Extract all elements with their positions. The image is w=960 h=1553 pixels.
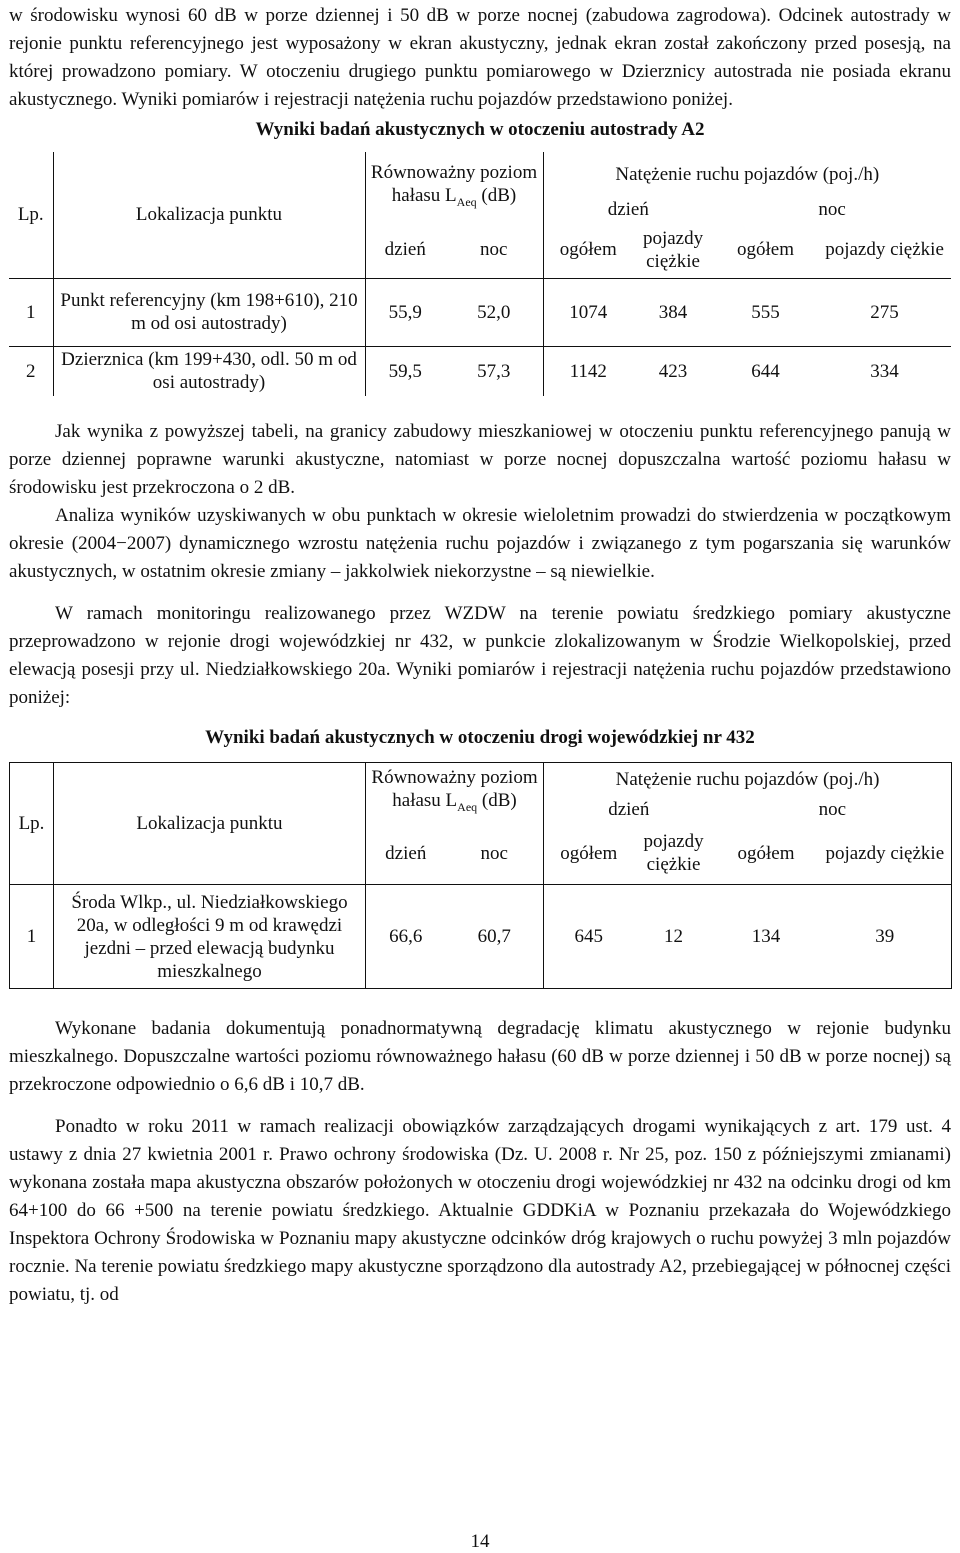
table2-row1-lp: 1 (10, 885, 54, 989)
table2-row1-night-heavy: 39 (819, 885, 952, 989)
paragraph-acoustic-map: Ponadto w roku 2011 w ramach realizacji obowiązków zarządzających drogami wynikających z art. 179 ust. 4 ustawy z dnia 27 kwietnia 2001 r. Prawo ochrony środowiska (Dz. U. 2008 r. Nr 25, poz. 150 z późniejszymi zmianami) wykonana została mapa akustyczna obszarów położonych w otoczeniu drogi wojewódzkiej nr 432 na odcinku drogi od km 64+100 do 66 +500 na terenie powiatu średzkiego. Aktualnie GDDKiA w Poznaniu przekazała do Wojewódzkiego Inspektora Ochrony Środowiska w Poznaniu mapy akustyczne odcinków dróg krajowych o ruchu powyżej 3 mln pojazdów rocznie. Na terenie powiatu średzkiego mapy akustyczne sporządzono dla autostrady A2, przebiegającej w północnej części powiatu, tj. od (9, 1116, 951, 1305)
table1-row2-night-heavy: 334 (818, 346, 951, 396)
table1-subheader-day-total: ogółem (559, 239, 617, 261)
document-page (9, 2, 951, 1309)
table1-row1-night-total: 555 (713, 278, 818, 346)
table2-subheader-day-total: ogółem (560, 842, 618, 864)
table-row (9, 278, 951, 346)
table1-row1-location: Punkt referencyjny (km 198+610), 210 m od osi autostrady) (53, 278, 365, 346)
table1-row2-level-night: 57,3 (445, 346, 543, 396)
table2-header-day: dzień (608, 799, 650, 820)
table1-header-night: noc (818, 198, 846, 220)
table2-row1-day-heavy: 12 (634, 885, 714, 989)
table2-subheader-level-night: noc (446, 823, 544, 885)
table2-header-location: Lokalizacja punktu (54, 763, 366, 885)
table2-subheader-level-day: dzień (385, 842, 427, 864)
table1-row1-level-day: 55,9 (365, 278, 445, 346)
table2-row1-level-day: 66,6 (366, 885, 446, 989)
table1-row2-night-total: 644 (713, 346, 818, 396)
table2 (9, 762, 952, 989)
table1-header-traffic: Natężenie ruchu pojazdów (poj./h) (615, 163, 880, 185)
table2-header-level: Równoważny poziom hałasu $L_{Aeq}$ (dB) (366, 763, 544, 823)
table1-row2-lp: 2 (9, 346, 53, 396)
table1-header-lp: Lp. (9, 152, 53, 278)
paragraph-conclusion: Wykonane badania dokumentują ponadnormatywną degradację klimatu akustycznego w rejonie budynku mieszkalnego. Dopuszczalne wartości poziomu równoważnego hałasu (60 dB w porze dziennej i 50 dB w porze nocnej) są przekroczone odpowiednio o 6,6 dB i 10,7 dB. (9, 1018, 951, 1095)
table1-row1-day-heavy: 384 (633, 278, 713, 346)
table1-header-level: Równoważny poziom hałasu $L_{Aeq}$ (dB) (365, 152, 543, 222)
page-number: 14 (470, 1531, 490, 1552)
table2-row1-location: Środa Wlkp., ul. Niedziałkowskiego 20a, w odległości 9 m od krawędzi jezdni – przed elewacją budynku mieszkalnego (54, 885, 366, 989)
table2-caption: Wyniki badań akustycznych w otoczeniu drogi wojewódzkiej nr 432 (205, 727, 755, 748)
table1-subheader-night-heavy: pojazdy ciężkie (825, 239, 944, 261)
table1-header-location: Lokalizacja punktu (53, 152, 365, 278)
table-row (9, 346, 951, 396)
table1-row2-day-total: 1142 (543, 346, 633, 396)
table2-subheader-night-heavy: pojazdy ciężkie (819, 823, 952, 885)
table-row (10, 885, 952, 989)
table1-row2-level-day: 59,5 (365, 346, 445, 396)
table1-header-day: dzień (607, 198, 649, 220)
table1-row1-night-heavy: 275 (818, 278, 951, 346)
table2-row1-night-total: 134 (714, 885, 819, 989)
table1 (9, 152, 951, 396)
paragraph-intro: w środowisku wynosi 60 dB w porze dziennej i 50 dB w porze nocnej (zabudowa zagrodowa). Odcinek autostrady w rejonie punktu referencyjnego jest wyposażony w ekran akustyczny, jednak ekran został zakończony przed posesją, na której prowadzono pomiary. W otoczeniu drugiego punktu pomiarowego w Dzierznicy autostrada nie posiada ekranu akustycznego. Wyniki pomiarów i rejestracji natężenia ruchu pojazdów przedstawiono poniżej. (9, 5, 951, 110)
table1-caption: Wyniki badań akustycznych w otoczeniu autostrady A2 (255, 119, 705, 140)
table1-subheader-day-heavy: pojazdy ciężkie (642, 227, 704, 272)
table1-subheader-night-total: ogółem (737, 239, 795, 261)
paragraph-analysis-1: Jak wynika z powyższej tabeli, na granicy zabudowy mieszkaniowej w otoczeniu punktu referencyjnego panują w porze dziennej poprawne warunki akustyczne, natomiast w porze nocnej dopuszczalna wartość poziomu hałasu w środowisku jest przekroczona o 2 dB. (9, 421, 951, 498)
table2-header-lp: Lp. (10, 763, 54, 885)
table1-row1-level-night: 52,0 (445, 278, 543, 346)
table1-row2-day-heavy: 423 (633, 346, 713, 396)
table2-header-night: noc (714, 797, 952, 823)
table2-row1-level-night: 60,7 (446, 885, 544, 989)
table2-row1-day-total: 645 (544, 885, 634, 989)
paragraph-analysis-2: Analiza wyników uzyskiwanych w obu punktach w okresie wieloletnim prowadzi do stwierdzenia w początkowym okresie (2004−2007) dynamicznego wzrostu natężenia ruchu pojazdów i związanego z tym pogarszania się warunków akustycznych, w ostatnim okresie zmiany – jakkolwiek niekorzystne – są niewielkie. (9, 505, 951, 582)
table1-subheader-level-night: noc (445, 222, 543, 278)
table1-subheader-level-day: dzień (384, 239, 426, 261)
table1-row1-lp: 1 (9, 278, 53, 346)
table2-subheader-night-total: ogółem (737, 842, 795, 864)
table1-row2-location: Dzierznica (km 199+430, odl. 50 m od osi autostrady) (53, 346, 365, 396)
paragraph-wzdw: W ramach monitoringu realizowanego przez WZDW na terenie powiatu średzkiego pomiary akustyczne przeprowadzono w rejonie drogi wojewódzkiej nr 432, w punkcie zlokalizowanym w Środzie Wielkopolskiej, przed elewacją posesji przy ul. Niedziałkowskiego 20a. Wyniki pomiarów i rejestracji natężenia ruchu pojazdów przedstawiono poniżej: (9, 603, 951, 708)
table2-header-traffic: Natężenie ruchu pojazdów (poj./h) (544, 763, 952, 797)
table2-subheader-day-heavy: pojazdy ciężkie (643, 831, 704, 876)
table1-row1-day-total: 1074 (543, 278, 633, 346)
